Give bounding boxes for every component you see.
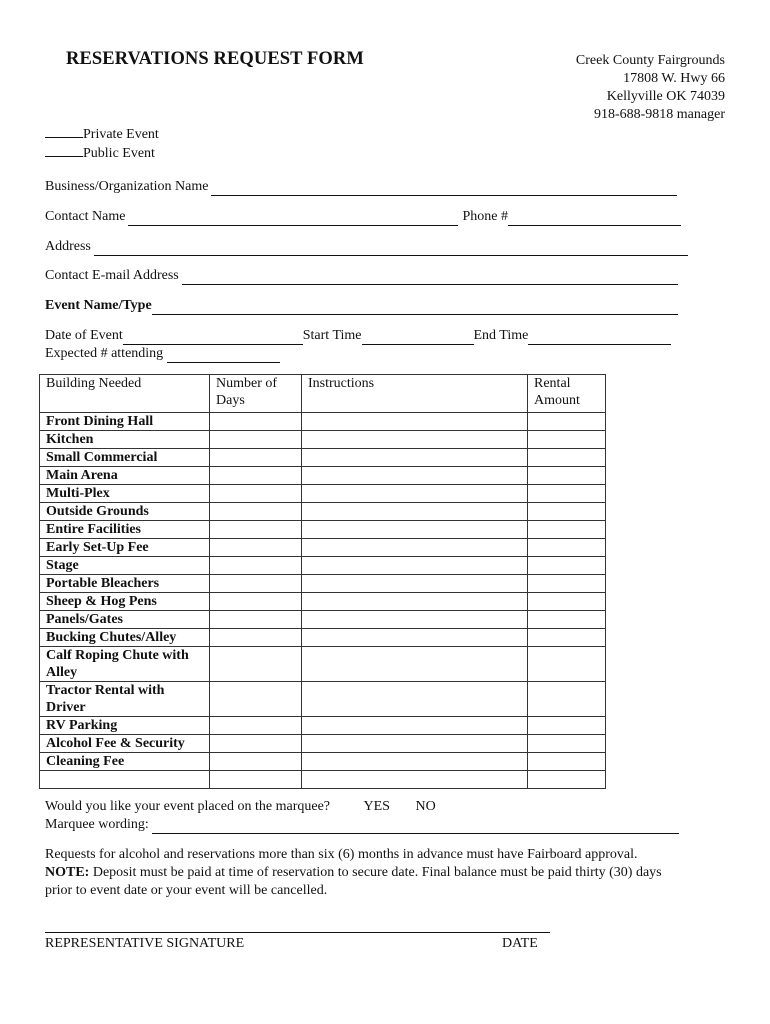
- phone-label: Phone #: [462, 209, 508, 224]
- instructions-cell[interactable]: [302, 611, 528, 629]
- date-label: DATE: [502, 936, 538, 951]
- building-name-cell: Stage: [40, 557, 210, 575]
- start-time-label: Start Time: [302, 328, 362, 343]
- building-name-cell: Tractor Rental with Driver: [40, 682, 210, 717]
- marquee-wording-row: [45, 816, 679, 834]
- public-event-blank[interactable]: [45, 143, 83, 157]
- rental-amount-cell[interactable]: [528, 771, 606, 789]
- days-cell[interactable]: [210, 771, 302, 789]
- building-name-cell: Main Arena: [40, 467, 210, 485]
- attending-field[interactable]: [167, 348, 280, 363]
- table-row: [40, 449, 606, 467]
- business-name-label: Business/Organization Name: [45, 179, 209, 194]
- building-name-cell: Kitchen: [40, 431, 210, 449]
- rental-amount-cell[interactable]: [528, 629, 606, 647]
- rental-amount-cell[interactable]: [528, 735, 606, 753]
- table-row: [40, 485, 606, 503]
- rental-amount-cell[interactable]: [528, 503, 606, 521]
- rental-amount-cell[interactable]: [528, 431, 606, 449]
- days-cell[interactable]: [210, 485, 302, 503]
- table-row: [40, 575, 606, 593]
- event-date-field[interactable]: [123, 330, 303, 345]
- table-row: [40, 431, 606, 449]
- address-label: Address: [45, 239, 91, 254]
- building-name-cell: Early Set-Up Fee: [40, 539, 210, 557]
- table-row: [40, 539, 606, 557]
- private-event-label: Private Event: [83, 127, 159, 142]
- event-name-field[interactable]: [152, 300, 678, 315]
- instructions-cell[interactable]: [302, 647, 528, 682]
- rental-amount-cell[interactable]: [528, 557, 606, 575]
- instructions-cell[interactable]: [302, 575, 528, 593]
- instructions-cell[interactable]: [302, 467, 528, 485]
- business-name-row: [45, 178, 677, 196]
- venue-name: Creek County Fairgrounds: [575, 53, 725, 68]
- days-cell[interactable]: [210, 717, 302, 735]
- instructions-cell[interactable]: [302, 717, 528, 735]
- event-date-label: Date of Event: [45, 328, 123, 343]
- rental-amount-cell[interactable]: [528, 753, 606, 771]
- table-row: [40, 467, 606, 485]
- marquee-wording-label: Marquee wording:: [45, 817, 149, 832]
- cancel-note: prior to event date or your event will be cancelled.: [45, 883, 328, 898]
- days-cell[interactable]: [210, 593, 302, 611]
- days-cell[interactable]: [210, 503, 302, 521]
- rental-amount-cell[interactable]: [528, 611, 606, 629]
- table-row: [40, 735, 606, 753]
- building-name-cell: Portable Bleachers: [40, 575, 210, 593]
- instructions-cell[interactable]: [302, 593, 528, 611]
- building-name-cell: [40, 771, 210, 789]
- rental-amount-cell[interactable]: [528, 575, 606, 593]
- header-instructions: Instructions: [302, 375, 528, 413]
- days-cell[interactable]: [210, 629, 302, 647]
- instructions-cell[interactable]: [302, 485, 528, 503]
- building-name-cell: Sheep & Hog Pens: [40, 593, 210, 611]
- building-name-cell: Cleaning Fee: [40, 753, 210, 771]
- note-label: NOTE:: [45, 865, 90, 880]
- instructions-cell[interactable]: [302, 629, 528, 647]
- end-time-label: End Time: [473, 328, 529, 343]
- days-cell[interactable]: [210, 431, 302, 449]
- approval-note: Requests for alcohol and reservations more than six (6) months in advance must have Fairboard approval.: [45, 847, 638, 862]
- venue-city: Kellyville OK 74039: [606, 89, 725, 104]
- rental-amount-cell[interactable]: [528, 521, 606, 539]
- table-row: [40, 717, 606, 735]
- attending-label: Expected # attending: [45, 346, 164, 361]
- header-days: Number of Days: [210, 375, 302, 413]
- days-cell[interactable]: [210, 449, 302, 467]
- venue-street: 17808 W. Hwy 66: [623, 71, 725, 86]
- days-cell[interactable]: [210, 557, 302, 575]
- instructions-cell[interactable]: [302, 503, 528, 521]
- public-event-option[interactable]: [45, 143, 155, 163]
- marquee-yes-option[interactable]: YES: [363, 799, 390, 814]
- phone-field[interactable]: [508, 211, 681, 226]
- marquee-no-option[interactable]: NO: [415, 799, 436, 814]
- table-header-row: [40, 375, 606, 413]
- email-row: [45, 267, 678, 285]
- end-time-field[interactable]: [528, 330, 671, 345]
- business-name-field[interactable]: [211, 181, 677, 196]
- instructions-cell[interactable]: [302, 557, 528, 575]
- marquee-wording-field[interactable]: [152, 819, 679, 834]
- contact-name-field[interactable]: [128, 211, 458, 226]
- building-name-cell: Small Commercial: [40, 449, 210, 467]
- days-cell[interactable]: [210, 753, 302, 771]
- instructions-cell[interactable]: [302, 413, 528, 431]
- date-time-row: [45, 327, 671, 345]
- deposit-note-text: Deposit must be paid at time of reservation to secure date. Final balance must be paid thirty (30) days: [89, 865, 662, 880]
- table-row: [40, 753, 606, 771]
- table-row: [40, 647, 606, 682]
- marquee-question: Would you like your event placed on the marquee?: [45, 799, 330, 814]
- building-name-cell: Alcohol Fee & Security: [40, 735, 210, 753]
- building-name-cell: Front Dining Hall: [40, 413, 210, 431]
- days-cell[interactable]: [210, 467, 302, 485]
- rental-amount-cell[interactable]: [528, 539, 606, 557]
- instructions-cell[interactable]: [302, 539, 528, 557]
- instructions-cell[interactable]: [302, 521, 528, 539]
- contact-row: [45, 208, 681, 226]
- rental-amount-cell[interactable]: [528, 485, 606, 503]
- email-field[interactable]: [182, 270, 678, 285]
- address-row: [45, 238, 688, 256]
- days-cell[interactable]: [210, 735, 302, 753]
- building-name-cell: Multi-Plex: [40, 485, 210, 503]
- table-row: [40, 611, 606, 629]
- private-event-blank[interactable]: [45, 124, 83, 138]
- instructions-cell[interactable]: [302, 682, 528, 717]
- private-event-option[interactable]: [45, 124, 159, 144]
- rental-amount-cell[interactable]: [528, 682, 606, 717]
- table-row: [40, 593, 606, 611]
- venue-phone: 918-688-9818 manager: [593, 107, 725, 122]
- marquee-question-row: [45, 798, 436, 816]
- contact-name-label: Contact Name: [45, 209, 126, 224]
- signature-line[interactable]: [45, 932, 550, 933]
- rental-amount-cell[interactable]: [528, 449, 606, 467]
- instructions-cell[interactable]: [302, 753, 528, 771]
- building-name-cell: Calf Roping Chute with Alley: [40, 647, 210, 682]
- rental-amount-cell[interactable]: [528, 717, 606, 735]
- building-name-cell: Bucking Chutes/Alley: [40, 629, 210, 647]
- days-cell[interactable]: [210, 682, 302, 717]
- form-title: RESERVATIONS REQUEST FORM: [66, 49, 364, 69]
- instructions-cell[interactable]: [302, 771, 528, 789]
- instructions-cell[interactable]: [302, 735, 528, 753]
- table-row: [40, 557, 606, 575]
- rental-amount-cell[interactable]: [528, 647, 606, 682]
- table-row: [40, 771, 606, 789]
- building-name-cell: Panels/Gates: [40, 611, 210, 629]
- table-row: [40, 413, 606, 431]
- table-row: [40, 503, 606, 521]
- event-name-label: Event Name/Type: [45, 298, 152, 313]
- building-name-cell: Outside Grounds: [40, 503, 210, 521]
- days-cell[interactable]: [210, 539, 302, 557]
- header-rental: Rental Amount: [528, 375, 606, 413]
- email-label: Contact E-mail Address: [45, 268, 179, 283]
- building-name-cell: RV Parking: [40, 717, 210, 735]
- attending-row: [45, 345, 280, 363]
- days-cell[interactable]: [210, 413, 302, 431]
- header-building: Building Needed: [40, 375, 210, 413]
- days-cell[interactable]: [210, 575, 302, 593]
- start-time-field[interactable]: [362, 330, 474, 345]
- days-cell[interactable]: [210, 647, 302, 682]
- days-cell[interactable]: [210, 521, 302, 539]
- signature-label: REPRESENTATIVE SIGNATURE: [45, 936, 245, 951]
- building-name-cell: Entire Facilities: [40, 521, 210, 539]
- rental-amount-cell[interactable]: [528, 467, 606, 485]
- public-event-label: Public Event: [83, 146, 155, 161]
- building-table: [39, 374, 606, 789]
- instructions-cell[interactable]: [302, 431, 528, 449]
- days-cell[interactable]: [210, 611, 302, 629]
- table-row: [40, 521, 606, 539]
- deposit-note: [45, 864, 662, 882]
- rental-amount-cell[interactable]: [528, 413, 606, 431]
- table-row: [40, 629, 606, 647]
- rental-amount-cell[interactable]: [528, 593, 606, 611]
- instructions-cell[interactable]: [302, 449, 528, 467]
- address-field[interactable]: [94, 241, 688, 256]
- table-row: [40, 682, 606, 717]
- event-name-row: [45, 297, 678, 315]
